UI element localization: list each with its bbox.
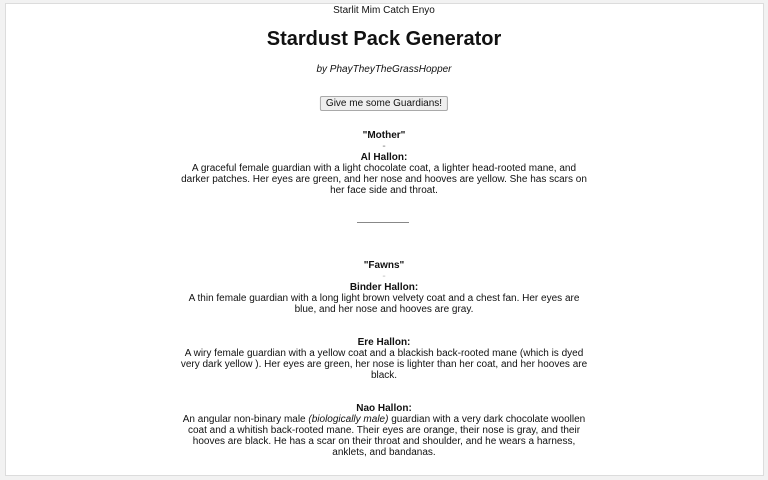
site-name: Starlit Mim Catch Enyo — [333, 5, 435, 16]
guardian-name: Binder Hallon: — [349, 282, 419, 293]
description-emphasis: (biologically male) — [308, 414, 389, 425]
group-title: "Mother" — [362, 130, 406, 141]
guardian-entry — [179, 337, 589, 381]
group-mother — [179, 130, 589, 218]
guardian-name: Ere Hallon: — [357, 337, 411, 348]
group-fawns — [179, 260, 589, 480]
guardian-description: A graceful female guardian with a light chocolate coat, a lighter head-rooted mane, and darker patches. Her eyes are green, and her nose and hooves are yellow. She has scars on her face side and throat. — [181, 163, 587, 196]
description-text: guardian with a very dark chocolate woollen coat and a whitish back-rooted mane. Their eyes are orange, their nose is gray, and their hooves are black. He has a scar on their throat and shoulder, and he wears a harness, anklets, and bandanas. — [187, 414, 586, 458]
group-dash: - — [382, 141, 386, 152]
guardian-description — [179, 414, 589, 458]
guardian-entry — [179, 282, 589, 315]
page-title: Stardust Pack Generator — [266, 28, 502, 50]
byline: by PhayTheyTheGrassHopper — [316, 64, 452, 75]
divider — [357, 222, 409, 223]
group-dash: - — [382, 271, 386, 282]
guardian-name: Al Hallon: — [360, 152, 408, 163]
guardian-description: A wiry female guardian with a yellow coat and a blackish back-rooted mane (which is dyed very dark yellow ). Her eyes are green, her nose is lighter than her coat, and her hooves are black. — [180, 348, 588, 381]
guardian-entry — [179, 403, 589, 458]
guardian-description: A thin female guardian with a long light brown velvety coat and a chest fan. Her eyes are blue, and her nose and hooves are gray. — [188, 293, 580, 315]
description-text: An angular non-binary male — [182, 414, 309, 425]
group-title: "Fawns" — [363, 260, 405, 271]
guardian-entry — [179, 152, 589, 196]
guardian-name: Nao Hallon: — [356, 403, 412, 414]
generate-button[interactable]: Give me some Guardians! — [320, 96, 448, 111]
